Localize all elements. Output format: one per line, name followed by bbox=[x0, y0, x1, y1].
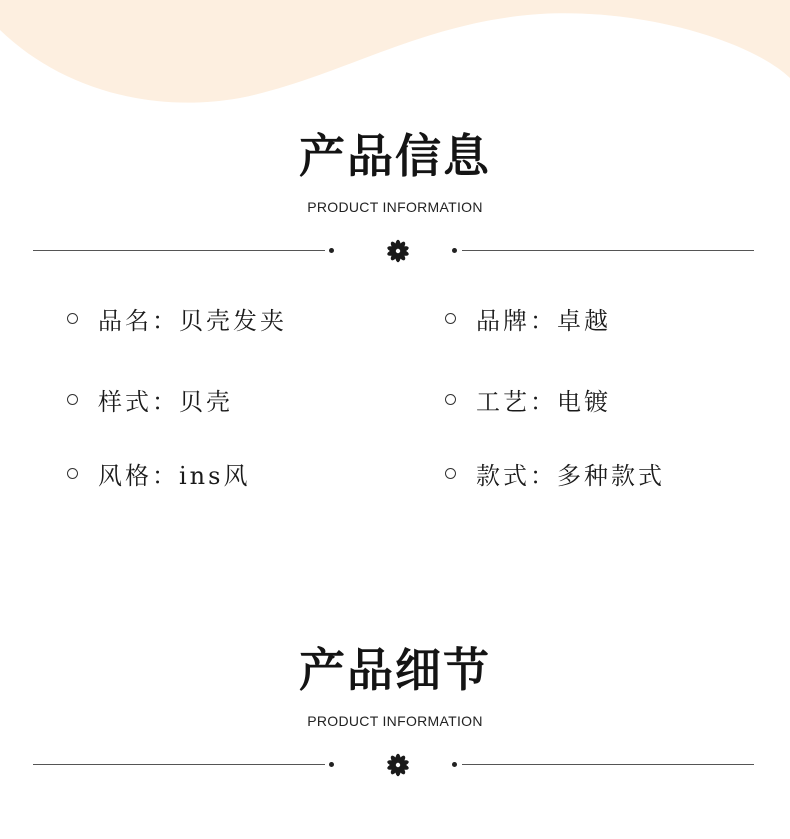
divider-dot-right bbox=[452, 762, 457, 767]
divider-line-left bbox=[33, 250, 325, 251]
info-item-brand bbox=[445, 301, 611, 335]
circle-bullet-icon bbox=[445, 313, 456, 324]
info-item-style bbox=[67, 382, 233, 416]
section-title-product-info: 产品信息 bbox=[299, 129, 491, 183]
divider-line-left bbox=[33, 764, 325, 765]
divider-line-right bbox=[462, 764, 754, 765]
divider-dot-left bbox=[329, 248, 334, 253]
info-item-variant bbox=[445, 456, 665, 490]
flower-icon bbox=[386, 753, 410, 777]
section-divider bbox=[0, 753, 790, 777]
circle-bullet-icon bbox=[67, 394, 78, 405]
top-wave-decoration bbox=[0, 0, 790, 120]
section-subtitle-product-info: PRODUCT INFORMATION bbox=[307, 199, 483, 215]
divider-dot-left bbox=[329, 762, 334, 767]
section-divider bbox=[0, 239, 790, 263]
info-text-craft: 工艺：电镀 bbox=[476, 387, 611, 416]
info-text-brand: 品牌：卓越 bbox=[476, 306, 611, 335]
info-item-craft bbox=[445, 382, 611, 416]
info-text-style: 样式：贝壳 bbox=[98, 387, 233, 416]
circle-bullet-icon bbox=[67, 313, 78, 324]
circle-bullet-icon bbox=[445, 394, 456, 405]
circle-bullet-icon bbox=[445, 468, 456, 479]
circle-bullet-icon bbox=[67, 468, 78, 479]
flower-icon bbox=[386, 239, 410, 263]
info-item-vibe bbox=[67, 456, 250, 490]
section-subtitle-product-details: PRODUCT INFORMATION bbox=[307, 713, 483, 729]
info-text-variant: 款式：多种款式 bbox=[476, 461, 665, 490]
divider-line-right bbox=[462, 250, 754, 251]
info-item-product-name bbox=[67, 301, 287, 335]
divider-dot-right bbox=[452, 248, 457, 253]
info-text-product-name: 品名：贝壳发夹 bbox=[98, 306, 287, 335]
info-text-vibe: 风格：ins风 bbox=[98, 461, 251, 490]
section-title-product-details: 产品细节 bbox=[299, 643, 491, 697]
